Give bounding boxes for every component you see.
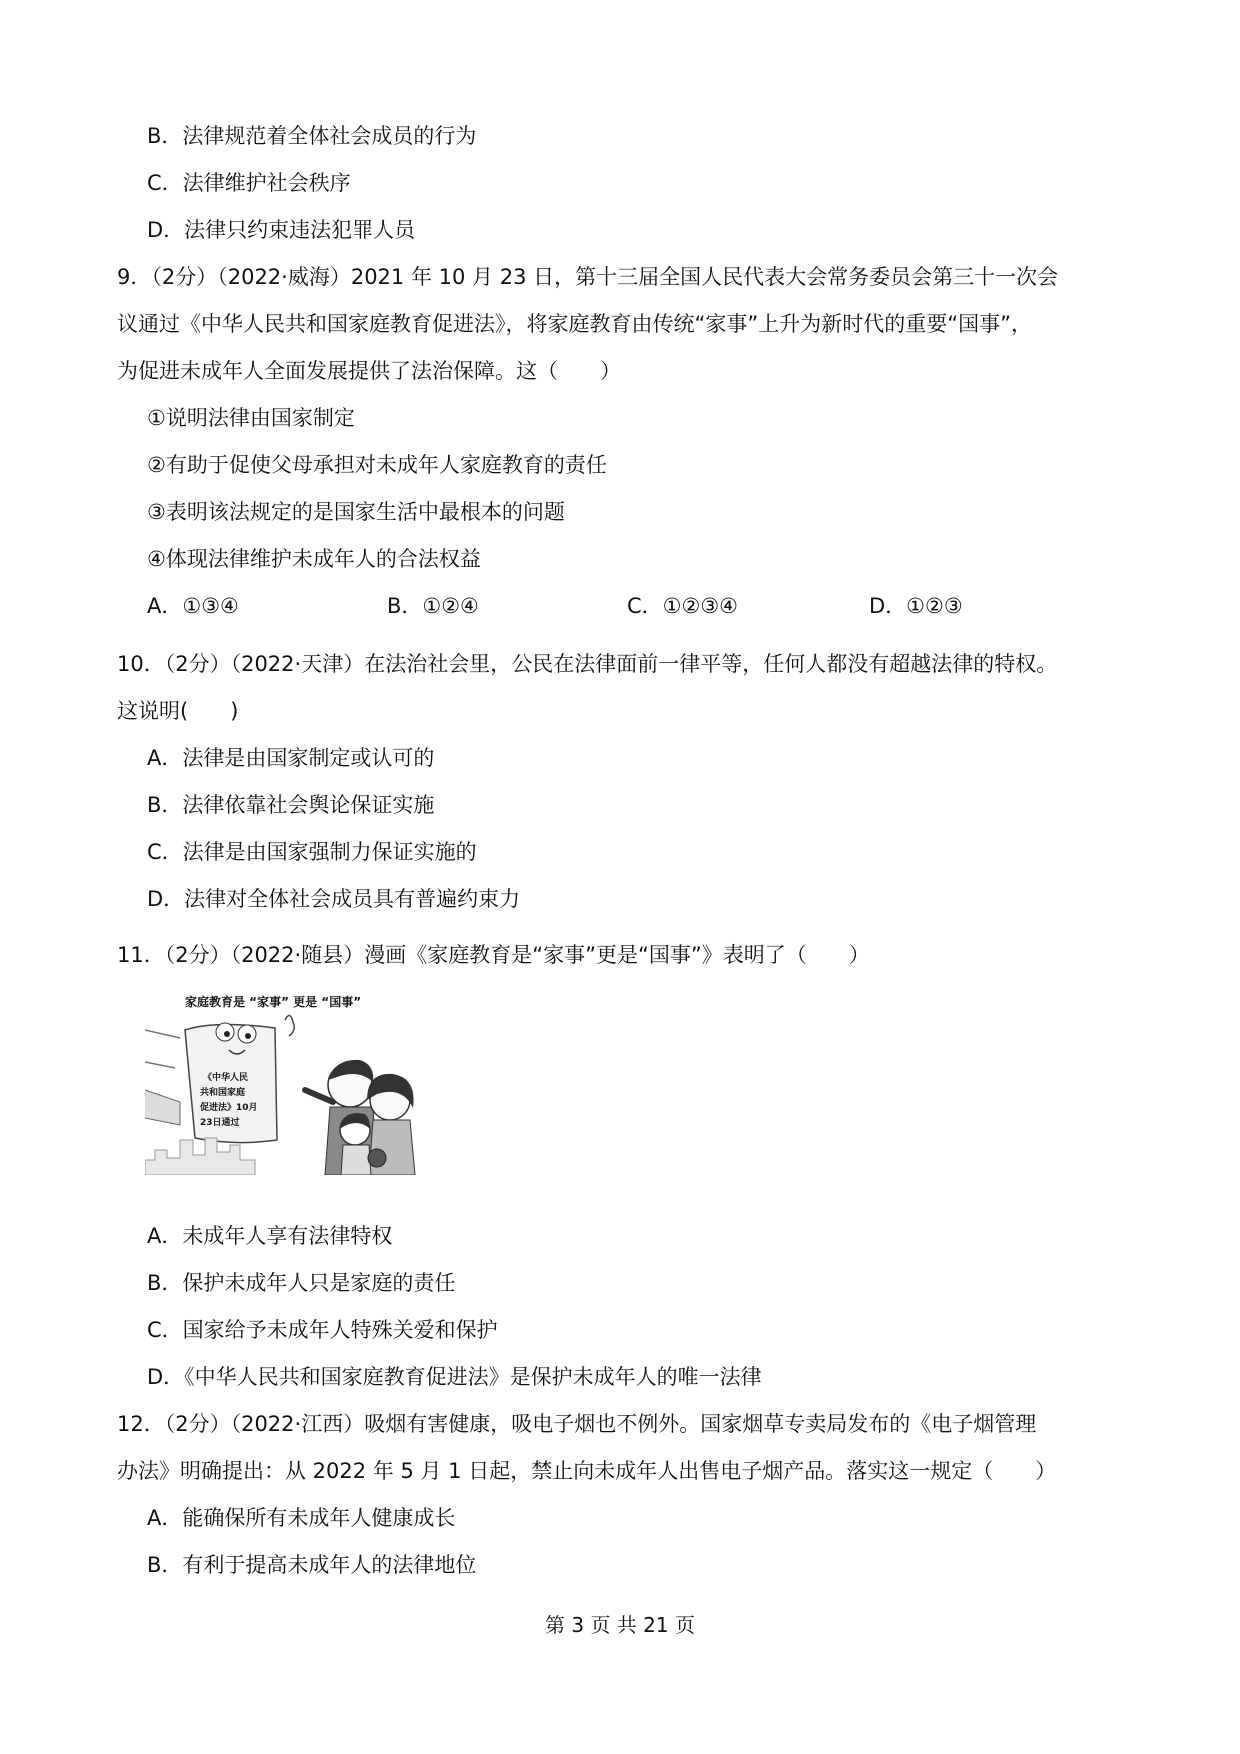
q9-statement-2: ②有助于促使父母承担对未成年人家庭教育的责任 [147,453,607,477]
scroll-text-4: 23日通过 [200,1118,240,1128]
q10-stem-line-2: 这说明( ) [117,699,239,723]
q9-option-d: D．①②③ [869,594,963,618]
q11-option-c: C．国家给予未成年人特殊关爱和保护 [147,1318,498,1342]
q12-stem-line-1: 12．（2分）（2022·江西）吸烟有害健康，吸电子烟也不例外。国家烟草专卖局发布的《电子烟管理 [117,1412,1037,1436]
scroll-text-3: 促进法》10月 [200,1103,258,1113]
q9-option-b: B．①②④ [387,594,479,618]
scroll-text-1: 《中华人民 [203,1073,249,1083]
page-footer [0,1610,1240,1640]
q10-stem-line-1: 10．（2分）（2022·天津）在法治社会里，公民在法律面前一律平等，任何人都没有超越法律的特权。 [117,652,1058,676]
q8-option-d: D．法律只约束违法犯罪人员 [147,218,416,242]
q11-stem-line-1: 11．（2分）（2022·随县）漫画《家庭教育是“家事”更是“国事”》表明了（ ） [117,943,870,967]
q11-option-a: A．未成年人享有法律特权 [147,1224,393,1248]
q10-option-a: A．法律是由国家制定或认可的 [147,746,435,770]
q9-statement-3: ③表明该法规定的是国家生活中最根本的问题 [147,500,565,524]
q12-stem-line-2: 办法》明确提出：从 2022 年 5 月 1 日起，禁止向未成年人出售电子烟产品。落实这一规定（ ） [117,1459,1057,1483]
q10-option-d: D．法律对全体社会成员具有普遍约束力 [147,887,521,911]
q9-statement-1: ①说明法律由国家制定 [147,406,355,430]
scroll-text-2: 共和国家庭 [200,1088,246,1098]
q9-stem-line-2: 议通过《中华人民共和国家庭教育促进法》，将家庭教育由传统“家事”上升为新时代的重要“国事”， [117,312,1033,336]
q12-option-a: A．能确保所有未成年人健康成长 [147,1506,456,1530]
q11-option-d: D．《中华人民共和国家庭教育促进法》是保护未成年人的唯一法律 [147,1365,762,1389]
family-education-cartoon [145,990,430,1175]
page-number-label: 第 3 页 共 21 页 [545,1613,695,1637]
q10-option-c: C．法律是由国家强制力保证实施的 [147,840,477,864]
q9-option-a: A．①③④ [147,594,239,618]
q9-stem-line-1: 9．（2分）（2022·威海）2021 年 10 月 23 日，第十三届全国人民代表大会常务委员会第三十一次会 [117,265,1059,289]
q9-statement-4: ④体现法律维护未成年人的合法权益 [147,547,481,571]
cartoon-title: 家庭教育是 “家事” 更是 “国事” [185,995,362,1009]
q12-option-b: B．有利于提高未成年人的法律地位 [147,1553,477,1577]
q9-stem-line-3: 为促进未成年人全面发展提供了法治保障。这（ ） [117,359,621,383]
q10-option-b: B．法律依靠社会舆论保证实施 [147,793,435,817]
q8-option-c: C．法律维护社会秩序 [147,171,351,195]
q9-option-c: C．①②③④ [627,594,738,618]
q11-option-b: B．保护未成年人只是家庭的责任 [147,1271,456,1295]
cartoon-illustration [145,990,430,1175]
q8-option-b: B．法律规范着全体社会成员的行为 [147,124,477,148]
